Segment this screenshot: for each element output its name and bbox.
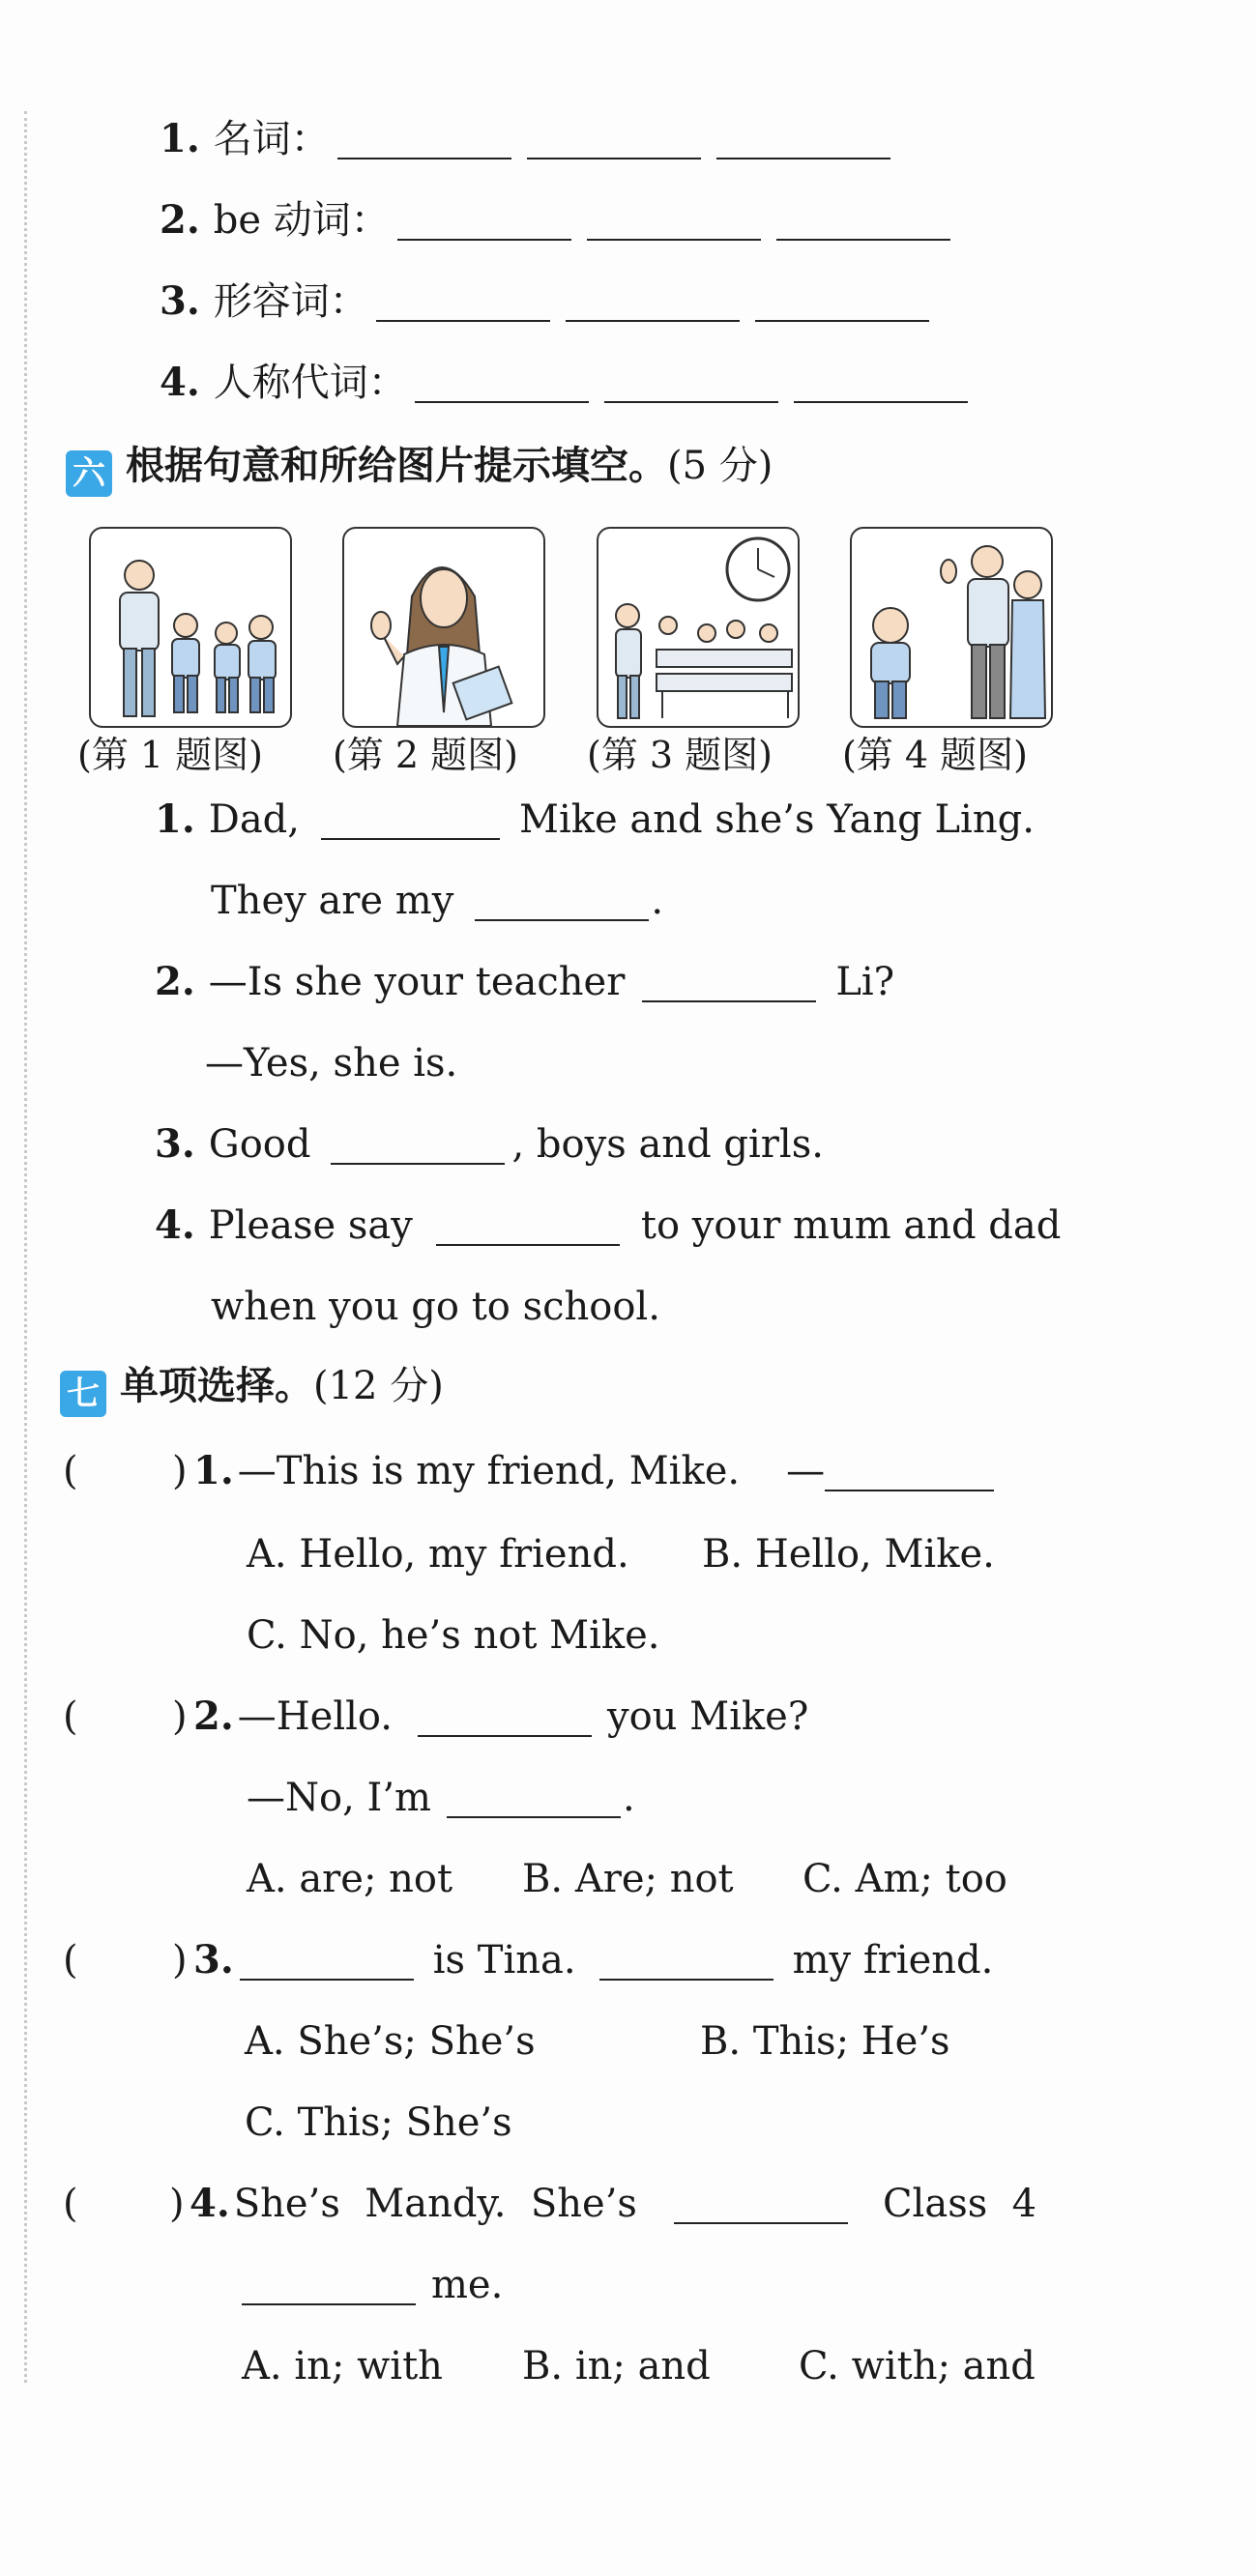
item-label: 名词： [213,117,330,161]
item-label: 人称代词： [213,361,407,405]
question-number: 4. [190,2181,230,2226]
answer-blank[interactable] [242,2269,416,2305]
answer-paren-open: ( [63,1938,78,1983]
question-text: Mike and she’s Yang Ling. [519,797,1035,842]
item-label: be 动词： [213,198,390,243]
part5-line-2 [160,197,958,243]
section7-q1-option-c[interactable]: C. No, he’s not Mike. [247,1613,660,1658]
answer-blank[interactable] [527,123,701,159]
answer-blank[interactable] [447,1781,621,1818]
section-title: 单项选择。 [120,1364,313,1408]
answer-blank[interactable] [716,123,890,159]
answer-blank[interactable] [604,366,778,403]
section6-heading [66,444,773,497]
question-number: 1. [193,1448,234,1493]
section7-q1-option-a[interactable]: A. Hello, my friend. [247,1532,629,1577]
answer-blank[interactable] [794,366,968,403]
answer-paren-open: ( [63,2182,78,2226]
answer-blank[interactable] [321,803,500,840]
answer-blank[interactable] [397,204,571,241]
section6-q2-line1 [155,959,895,1004]
question-text: to your mum and dad [640,1203,1062,1248]
section7-q4-line2 [242,2263,504,2307]
item-number: 3. [160,278,200,324]
section7-q2-stem [193,1693,809,1739]
question-number: 2. [193,1693,234,1739]
part5-line-3 [160,278,937,324]
answer-blank[interactable] [599,1944,773,1981]
question-text: Class 4 [882,2182,1037,2226]
answer-blank[interactable] [587,204,761,241]
answer-blank[interactable] [418,1700,592,1737]
section7-q4-option-b[interactable]: B. in; and [522,2344,711,2388]
section-badge: 七 [60,1371,106,1417]
answer-blank[interactable] [415,366,589,403]
question-text: —This is my friend, Mike. [237,1449,741,1493]
picture-4-boy-and-parents [850,527,1053,728]
answer-paren-open: ( [63,1449,78,1493]
item-label: 形容词： [213,279,368,324]
question-text: They are my [211,879,454,923]
answer-blank[interactable] [475,884,649,921]
section7-q4-option-a[interactable]: A. in; with [242,2344,443,2388]
question-text: Good [208,1122,311,1167]
picture-4-caption: (第 4 题图) [842,734,1028,776]
item-number: 2. [160,197,200,243]
section6-q4-line1 [155,1202,1062,1248]
answer-paren-close: ) [172,1449,188,1493]
question-text: Dad, [208,797,301,842]
question-text: . [651,879,664,923]
item-number: 4. [160,360,200,405]
part5-line-4 [160,360,976,405]
question-text: Please say [208,1203,413,1248]
question-text: —Is she your teacher [208,960,626,1004]
section6-q1-line2 [211,879,664,923]
section6-q2-line2: —Yes, she is. [205,1041,458,1085]
question-dash: — [786,1449,826,1493]
answer-blank[interactable] [436,1209,620,1246]
question-number: 1. [155,796,195,842]
section-score: (12 分) [313,1364,444,1408]
picture-1-caption: (第 1 题图) [77,734,263,776]
picture-2-teacher-waving [342,527,545,728]
question-text: —No, I’m [247,1776,431,1820]
answer-paren-close: ) [172,1694,188,1739]
section7-q2-option-a[interactable]: A. are; not [247,1857,453,1901]
item-number: 1. [160,116,200,161]
answer-blank[interactable] [240,1944,414,1981]
question-number: 4. [155,1202,195,1248]
section6-q3-line [155,1121,824,1167]
section7-q1-stem [193,1448,994,1493]
section7-heading [60,1364,444,1417]
answer-blank[interactable] [566,285,740,322]
question-text: , boys and girls. [511,1122,824,1167]
section7-q2-option-c[interactable]: C. Am; too [803,1857,1007,1901]
part5-line-1 [160,116,898,161]
section7-q3-stem [193,1937,994,1983]
section-title: 根据句意和所给图片提示填空。 [126,444,667,488]
section7-q1-option-b[interactable]: B. Hello, Mike. [702,1532,995,1577]
answer-blank[interactable] [331,1128,505,1165]
answer-blank[interactable] [776,204,950,241]
section6-q1-line1 [155,796,1035,842]
section7-q3-option-c[interactable]: C. This; She’s [245,2100,512,2145]
question-text: Li? [835,960,895,1004]
binding-dotted-line [24,111,27,2383]
question-number: 3. [193,1937,234,1983]
question-text: you Mike? [607,1694,809,1739]
section7-q3-option-a[interactable]: A. She’s; She’s [245,2019,536,2064]
question-number: 2. [155,959,195,1004]
picture-1-father-and-children [89,527,292,728]
answer-paren-open: ( [63,1694,78,1739]
section7-q4-stem [190,2181,1037,2226]
question-text: my friend. [792,1938,994,1983]
section7-q2-line2 [247,1776,635,1820]
picture-3-caption: (第 3 题图) [587,734,773,776]
question-text: She’s Mandy. She’s [233,2182,637,2226]
answer-paren-close: ) [169,2182,185,2226]
answer-blank[interactable] [755,285,929,322]
section7-q2-option-b[interactable]: B. Are; not [522,1857,734,1901]
answer-blank[interactable] [642,966,816,1002]
question-number: 3. [155,1121,195,1167]
question-text: is Tina. [432,1938,576,1983]
section6-q4-line2: when you go to school. [211,1285,660,1329]
section7-q4-option-c[interactable]: C. with; and [799,2344,1036,2388]
section-score: (5 分) [667,444,773,488]
picture-2-caption: (第 2 题图) [333,734,518,776]
question-text: me. [431,2263,504,2307]
answer-blank[interactable] [674,2187,848,2224]
section-badge: 六 [66,450,112,497]
question-text: . [622,1776,635,1820]
answer-paren-close: ) [172,1938,188,1983]
section7-q3-option-b[interactable]: B. This; He’s [700,2019,950,2064]
answer-blank[interactable] [337,123,511,159]
answer-blank[interactable] [825,1455,994,1491]
answer-blank[interactable] [376,285,550,322]
picture-3-classroom-clock [597,527,800,728]
question-text: —Hello. [237,1694,393,1739]
